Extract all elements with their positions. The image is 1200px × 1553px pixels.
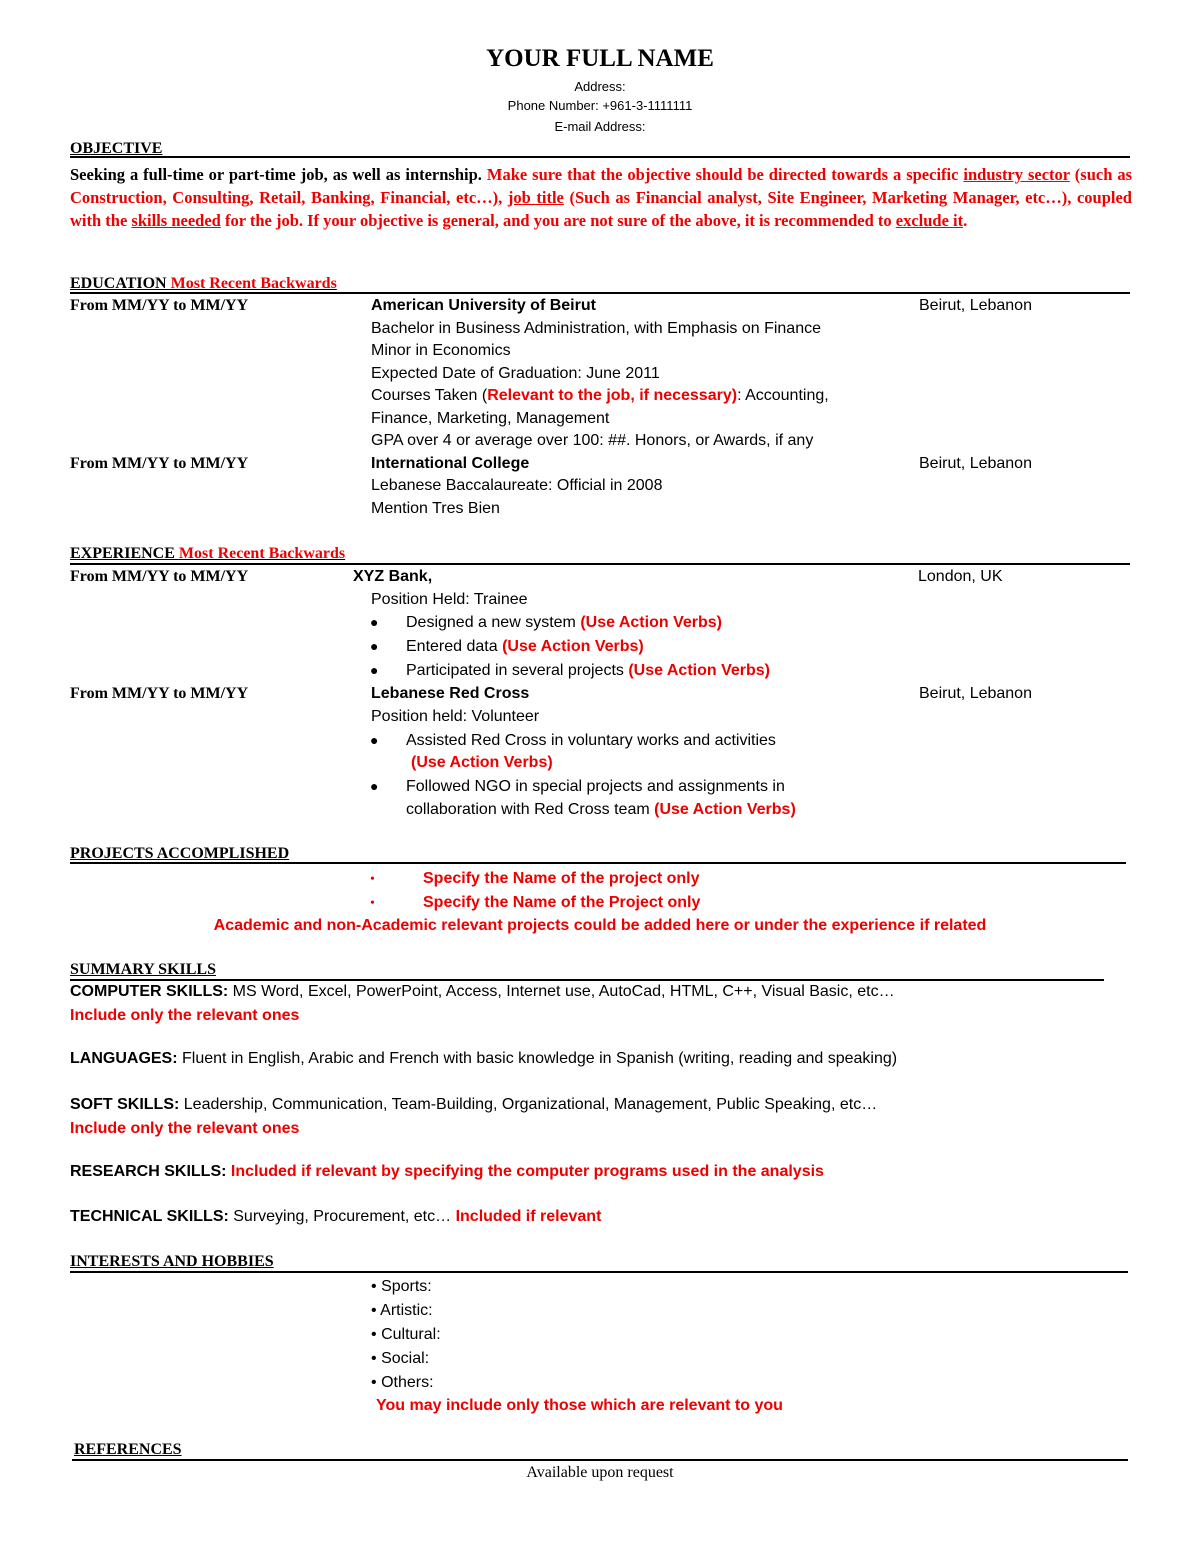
edu-1-graduation: Expected Date of Graduation: June 2011	[371, 365, 660, 382]
bullet-icon: •	[371, 1278, 377, 1295]
edu-1-courses: Courses Taken (Relevant to the job, if necessary): Accounting,	[371, 387, 829, 404]
address-line: Address:	[574, 79, 626, 94]
exp-1-bullet-3: Participated in several projects (Use Action Verbs)	[406, 662, 770, 679]
exp-1-bullet-1: Designed a new system (Use Action Verbs)	[406, 614, 722, 631]
interest-item: • Cultural:	[371, 1326, 441, 1343]
exp-1-org: XYZ Bank,	[353, 568, 433, 585]
education-heading: EDUCATION Most Recent Backwards	[70, 275, 337, 292]
projects-note: Academic and non-Academic relevant projects could be added here or under the experience if related	[213, 917, 987, 934]
full-name: YOUR FULL NAME	[486, 45, 714, 72]
bullet-icon: •	[370, 896, 375, 911]
experience-heading: EXPERIENCE Most Recent Backwards	[70, 545, 346, 562]
interest-item: • Artistic:	[371, 1302, 433, 1319]
skills-heading: SUMMARY SKILLS	[70, 961, 216, 978]
edu-1-location: Beirut, Lebanon	[919, 297, 1032, 314]
references-heading: REFERENCES	[74, 1441, 182, 1458]
interests-rule	[70, 1271, 1128, 1273]
interest-item: • Social:	[371, 1350, 430, 1367]
objective-paragraph: Seeking a full-time or part-time job, as well as internship. Make sure that the objective should be directed towards a specific industry sector (such as Construction, Consulting, Retail, Banking, Financial, etc…), job title (Such as Financial analyst, Site Engineer, Marketing Manager, etc…), coupled with the skills needed for the job. If your objective is general, and you are not sure of the above, it is recommended to exclude it.	[70, 165, 1132, 230]
skills-rule	[70, 979, 1104, 981]
languages: LANGUAGES: Fluent in English, Arabic and French with basic knowledge in Spanish (writing, reading and speaking)	[70, 1050, 898, 1067]
bullet-icon: •	[371, 1302, 377, 1319]
bullet-icon: •	[371, 1350, 377, 1367]
edu-2-location: Beirut, Lebanon	[919, 455, 1032, 472]
projects-heading: PROJECTS ACCOMPLISHED	[70, 845, 290, 862]
soft-skills-note: Include only the relevant ones	[70, 1120, 300, 1137]
project-1: Specify the Name of the project only	[423, 870, 700, 887]
exp-1-position: Position Held: Trainee	[371, 591, 528, 608]
phone-line: Phone Number: +961-3-1111111	[507, 98, 693, 113]
edu-2-dates: From MM/YY to MM/YY	[70, 455, 249, 472]
exp-2-org: Lebanese Red Cross	[371, 685, 530, 702]
exp-1-dates: From MM/YY to MM/YY	[70, 568, 249, 585]
exp-1-bullet-2: Entered data (Use Action Verbs)	[406, 638, 644, 655]
exp-2-location: Beirut, Lebanon	[919, 685, 1032, 702]
references-rule	[72, 1459, 1128, 1461]
bullet-icon: ●	[370, 780, 379, 795]
objective-rule	[70, 156, 1130, 158]
exp-2-position: Position held: Volunteer	[371, 708, 540, 725]
edu-1-minor: Minor in Economics	[371, 342, 511, 359]
edu-2-school: International College	[371, 455, 530, 472]
bullet-icon: ●	[370, 664, 379, 679]
edu-1-school: American University of Beirut	[371, 297, 596, 314]
bullet-icon: •	[371, 1326, 377, 1343]
references-text: Available upon request	[526, 1464, 674, 1481]
exp-2-bullet-1-note: (Use Action Verbs)	[411, 754, 553, 771]
soft-skills: SOFT SKILLS: Leadership, Communication, Team-Building, Organizational, Management, Public Speaking, etc…	[70, 1096, 878, 1113]
edu-2-mention: Mention Tres Bien	[371, 500, 500, 517]
edu-2-baccalaureate: Lebanese Baccalaureate: Official in 2008	[371, 477, 663, 494]
education-rule	[70, 292, 1130, 294]
exp-2-bullet-2-cont: collaboration with Red Cross team (Use Action Verbs)	[406, 801, 796, 818]
edu-1-dates: From MM/YY to MM/YY	[70, 297, 249, 314]
research-skills: RESEARCH SKILLS: Included if relevant by specifying the computer programs used in the analysis	[70, 1163, 824, 1180]
email-line: E-mail Address:	[554, 119, 646, 134]
edu-1-gpa: GPA over 4 or average over 100: ##. Honors, or Awards, if any	[371, 432, 814, 449]
experience-rule	[70, 563, 1130, 565]
technical-skills: TECHNICAL SKILLS: Surveying, Procurement, etc… Included if relevant	[70, 1208, 602, 1225]
interest-item: • Others:	[371, 1374, 434, 1391]
objective-heading: OBJECTIVE	[70, 140, 163, 157]
interests-note: You may include only those which are relevant to you	[376, 1397, 783, 1414]
exp-2-bullet-2: Followed NGO in special projects and assignments in	[406, 778, 785, 795]
edu-1-degree: Bachelor in Business Administration, with Emphasis on Finance	[371, 320, 821, 337]
interest-item: • Sports:	[371, 1278, 432, 1295]
edu-1-courses-cont: Finance, Marketing, Management	[371, 410, 610, 427]
computer-skills: COMPUTER SKILLS: MS Word, Excel, PowerPoint, Access, Internet use, AutoCad, HTML, C++, Visual Basic, etc…	[70, 983, 895, 1000]
exp-2-bullet-1: Assisted Red Cross in voluntary works and activities	[406, 732, 776, 749]
computer-skills-note: Include only the relevant ones	[70, 1007, 300, 1024]
bullet-icon: •	[371, 1374, 377, 1391]
projects-rule	[70, 862, 1126, 864]
exp-1-location: London, UK	[918, 568, 1003, 585]
interests-heading: INTERESTS AND HOBBIES	[70, 1253, 274, 1270]
bullet-icon: ●	[370, 640, 379, 655]
bullet-icon: •	[370, 872, 375, 887]
bullet-icon: ●	[370, 616, 379, 631]
exp-2-dates: From MM/YY to MM/YY	[70, 685, 249, 702]
project-2: Specify the Name of the Project only	[423, 894, 701, 911]
bullet-icon: ●	[370, 734, 379, 749]
